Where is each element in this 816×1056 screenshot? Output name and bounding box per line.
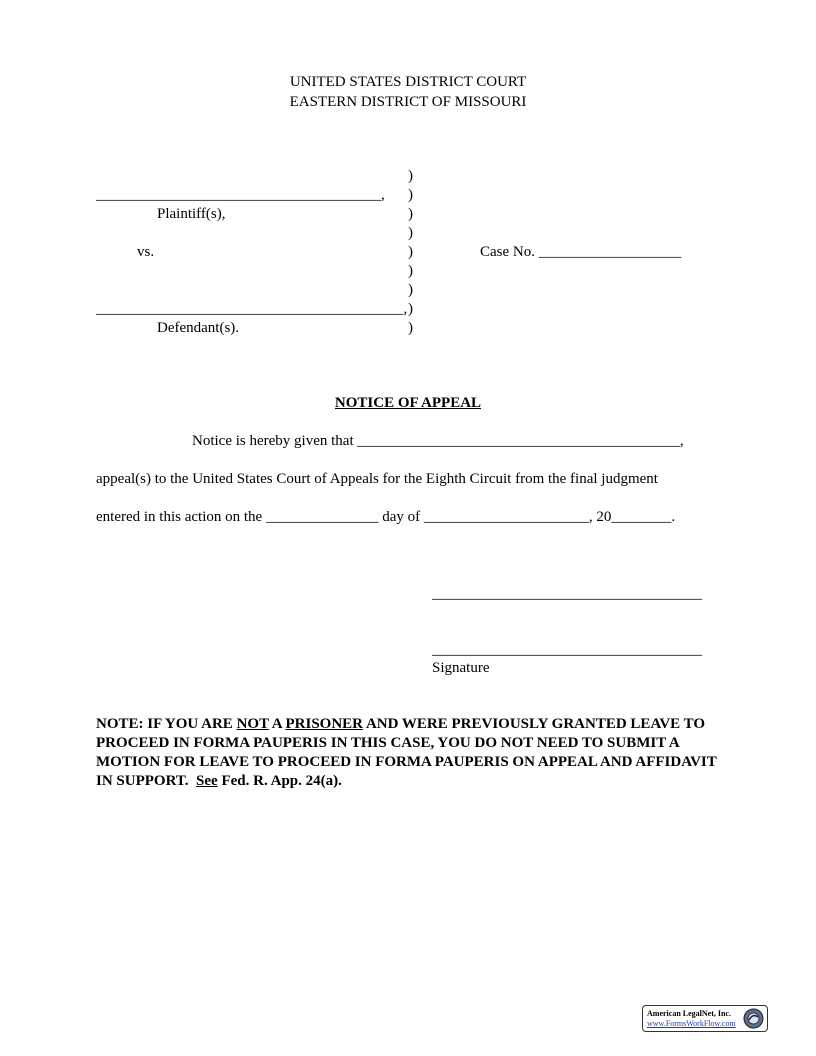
note-text: NOTE: IF YOU ARE (96, 716, 237, 732)
caption-paren: ) (408, 168, 413, 184)
appeal-statement: appeal(s) to the United States Court of Appeals for the Eighth Circuit from the final judgment (96, 471, 658, 487)
signature-line[interactable]: ____________________________________ (432, 642, 702, 658)
document-title: NOTICE OF APPEAL (334, 395, 482, 411)
caption-paren: ) (408, 282, 413, 298)
prisoner-note (96, 715, 726, 791)
note-prisoner: PRISONER (285, 716, 364, 732)
caption-paren: ) (408, 301, 413, 317)
signature-line-top[interactable]: ____________________________________ (432, 586, 702, 602)
court-name: UNITED STATES DISTRICT COURT (289, 74, 527, 90)
caption-paren: ) (408, 244, 413, 260)
appellant-line[interactable]: Notice is hereby given that ___________________________________________, (192, 433, 684, 449)
defendant-name-line[interactable]: _________________________________________, (96, 301, 408, 317)
note-see: See (196, 773, 218, 789)
legalnet-badge[interactable] (642, 1005, 768, 1032)
defendant-label: Defendant(s). (157, 320, 240, 336)
caption-paren: ) (408, 263, 413, 279)
caption-paren: ) (408, 187, 413, 203)
district-name: EASTERN DISTRICT OF MISSOURI (289, 94, 527, 110)
signature-label: Signature (432, 660, 490, 676)
badge-url[interactable]: www.FormsWorkFlow.com (647, 1019, 736, 1028)
note-text: AND WERE PREVIOUSLY GRANTED LEAVE TO PROCEED IN FORMA PAUPERIS IN THIS CASE, YOU DO NOT NEED TO SUBMIT A MOTION FOR LEAVE TO PROCEED IN FORMA PAUPERIS ON APPEAL AND AFFIDAVIT IN SUPPORT. (96, 716, 721, 789)
versus-label: vs. (137, 244, 155, 260)
plaintiff-label: Plaintiff(s), (157, 206, 226, 222)
caption-paren: ) (408, 320, 413, 336)
note-text: A (268, 716, 286, 732)
case-number-field[interactable]: Case No. ___________________ (480, 244, 682, 260)
caption-paren: ) (408, 225, 413, 241)
globe-logo-icon (743, 1008, 764, 1029)
judgment-date-line[interactable]: entered in this action on the _______________ day of ______________________, 20________. (96, 509, 676, 525)
badge-company: American LegalNet, Inc. (647, 1009, 731, 1018)
note-not: NOT (236, 716, 269, 732)
caption-paren: ) (408, 206, 413, 222)
plaintiff-name-line[interactable]: ______________________________________, (96, 187, 385, 203)
note-text: Fed. R. App. 24(a). (217, 773, 342, 789)
